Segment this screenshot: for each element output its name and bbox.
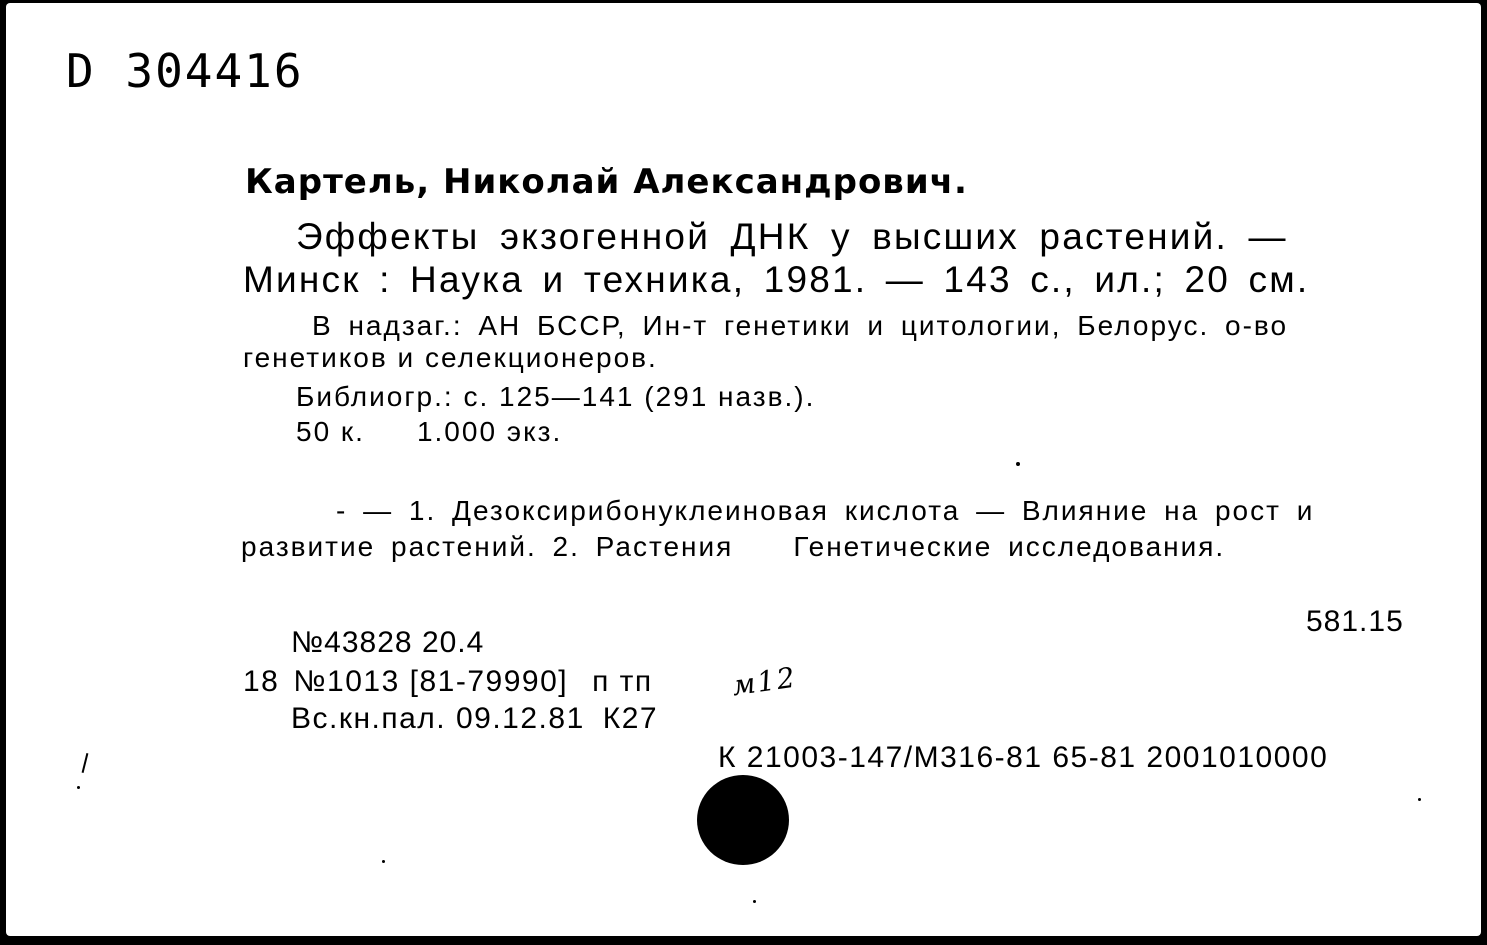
subjects-line-1: - — 1. Дезоксирибонуклеиновая кислота — Влияние на рост и bbox=[336, 495, 1315, 526]
price: 50 к. bbox=[296, 416, 365, 447]
copies: 1.000 экз. bbox=[416, 416, 563, 447]
k-code-line: К 21003-147/М316-81 65-81 2001010000 bbox=[718, 741, 1329, 774]
subject-b: Генетические исследования. bbox=[793, 531, 1226, 562]
udc-code: 581.15 bbox=[1306, 605, 1404, 638]
bibliography-note: Библиогр.: с. 125—141 (291 назв.). bbox=[296, 381, 816, 412]
subject-a: развитие растений. 2. Растения bbox=[241, 531, 734, 562]
speck bbox=[77, 786, 80, 789]
speck bbox=[382, 860, 385, 863]
title-line-1: Эффекты экзогенной ДНК у высших растений. — bbox=[296, 216, 1288, 257]
print-line-3 bbox=[291, 704, 658, 734]
print-order: №1013 bbox=[293, 665, 400, 698]
note-line-2: генетиков и селекционеров. bbox=[243, 342, 658, 373]
speck bbox=[1418, 798, 1421, 801]
print-code: [81-79990] bbox=[409, 665, 569, 698]
print-k27: К27 bbox=[602, 702, 659, 735]
title-line-2: Минск : Наука и техника, 1981. — 143 с., ил.; 20 см. bbox=[243, 259, 1310, 300]
print-num: 18 bbox=[243, 665, 280, 698]
speck bbox=[753, 900, 756, 903]
handwritten-note: м12 bbox=[729, 660, 799, 703]
print-line-2 bbox=[243, 667, 653, 697]
price-line bbox=[296, 418, 562, 446]
stray-dot bbox=[1016, 462, 1020, 466]
punch-hole bbox=[697, 775, 789, 865]
accession-number: D 304416 bbox=[66, 44, 304, 98]
author-heading: Картель, Николай Александрович. bbox=[245, 162, 968, 202]
note-line-1: В надзаг.: АН БССР, Ин-т генетики и цитологии, Белорус. о-во bbox=[312, 310, 1289, 341]
print-suffix: п тп bbox=[592, 665, 653, 698]
print-date: Вс.кн.пал. 09.12.81 bbox=[291, 702, 585, 735]
subjects-line-2 bbox=[241, 533, 1225, 561]
print-line-1: №43828 20.4 bbox=[291, 626, 485, 659]
